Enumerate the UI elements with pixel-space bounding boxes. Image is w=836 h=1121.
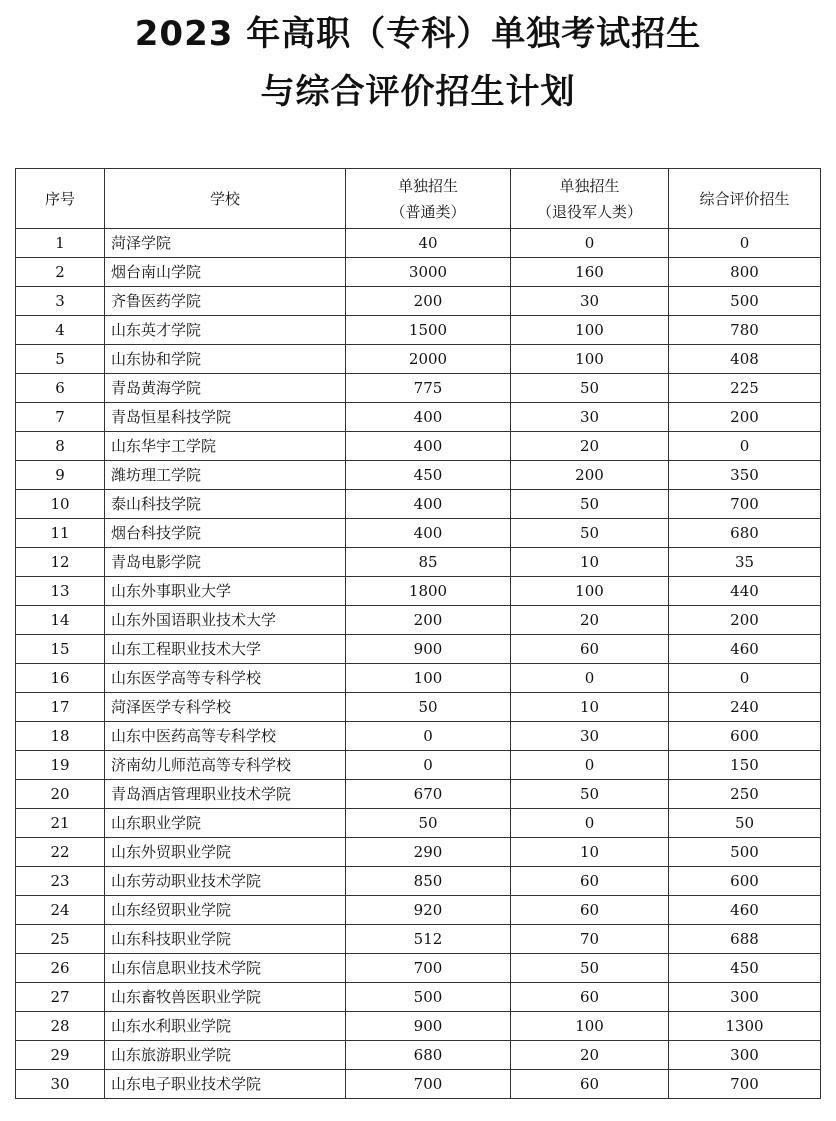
cell-comprehensive: 500: [669, 838, 821, 867]
cell-school: 泰山科技学院: [105, 490, 346, 519]
header-separate-veteran-line2: （退役军人类）: [536, 202, 642, 221]
cell-index: 12: [16, 548, 105, 577]
enrollment-plan-table: [15, 168, 821, 1099]
cell-separate-veteran: 60: [511, 983, 669, 1012]
table-row: [16, 229, 821, 258]
cell-comprehensive: 450: [669, 954, 821, 983]
cell-separate-veteran: 0: [511, 809, 669, 838]
cell-index: 28: [16, 1012, 105, 1041]
cell-separate-general: 200: [346, 606, 511, 635]
cell-separate-general: 400: [346, 490, 511, 519]
cell-comprehensive: 700: [669, 1070, 821, 1099]
table-header-row: [16, 169, 821, 229]
cell-comprehensive: 250: [669, 780, 821, 809]
cell-school: 青岛酒店管理职业技术学院: [105, 780, 346, 809]
cell-separate-general: 2000: [346, 345, 511, 374]
table-row: [16, 925, 821, 954]
table-row: [16, 258, 821, 287]
cell-comprehensive: 300: [669, 1041, 821, 1070]
table-row: [16, 896, 821, 925]
cell-school: 菏泽医学专科学校: [105, 693, 346, 722]
cell-index: 30: [16, 1070, 105, 1099]
cell-separate-general: 400: [346, 519, 511, 548]
table-row: [16, 432, 821, 461]
cell-index: 13: [16, 577, 105, 606]
cell-comprehensive: 680: [669, 519, 821, 548]
cell-separate-general: 850: [346, 867, 511, 896]
cell-comprehensive: 0: [669, 432, 821, 461]
cell-index: 10: [16, 490, 105, 519]
cell-separate-veteran: 0: [511, 751, 669, 780]
cell-comprehensive: 200: [669, 403, 821, 432]
cell-separate-general: 85: [346, 548, 511, 577]
cell-separate-general: 200: [346, 287, 511, 316]
cell-index: 7: [16, 403, 105, 432]
cell-comprehensive: 500: [669, 287, 821, 316]
cell-separate-veteran: 20: [511, 1041, 669, 1070]
cell-comprehensive: 240: [669, 693, 821, 722]
table-row: [16, 751, 821, 780]
cell-separate-general: 900: [346, 635, 511, 664]
cell-school: 山东科技职业学院: [105, 925, 346, 954]
table-row: [16, 287, 821, 316]
cell-separate-veteran: 160: [511, 258, 669, 287]
cell-index: 1: [16, 229, 105, 258]
header-separate-general-line1: 单独招生: [397, 176, 458, 195]
table-row: [16, 490, 821, 519]
cell-school: 山东外事职业大学: [105, 577, 346, 606]
header-comprehensive: 综合评价招生: [669, 169, 821, 229]
cell-comprehensive: 225: [669, 374, 821, 403]
cell-index: 25: [16, 925, 105, 954]
cell-school: 山东信息职业技术学院: [105, 954, 346, 983]
cell-school: 山东协和学院: [105, 345, 346, 374]
cell-separate-general: 700: [346, 1070, 511, 1099]
table-row: [16, 722, 821, 751]
cell-separate-veteran: 100: [511, 345, 669, 374]
table-row: [16, 374, 821, 403]
cell-separate-general: 700: [346, 954, 511, 983]
cell-comprehensive: 600: [669, 722, 821, 751]
cell-school: 山东华宇工学院: [105, 432, 346, 461]
cell-index: 16: [16, 664, 105, 693]
cell-comprehensive: 688: [669, 925, 821, 954]
table-row: [16, 519, 821, 548]
cell-index: 27: [16, 983, 105, 1012]
cell-separate-veteran: 50: [511, 374, 669, 403]
cell-separate-veteran: 70: [511, 925, 669, 954]
cell-separate-veteran: 20: [511, 432, 669, 461]
table-row: [16, 606, 821, 635]
cell-separate-veteran: 200: [511, 461, 669, 490]
cell-separate-general: 680: [346, 1041, 511, 1070]
table-row: [16, 838, 821, 867]
cell-separate-general: 670: [346, 780, 511, 809]
cell-school: 山东工程职业技术大学: [105, 635, 346, 664]
cell-separate-general: 0: [346, 722, 511, 751]
cell-school: 山东畜牧兽医职业学院: [105, 983, 346, 1012]
table-row: [16, 345, 821, 374]
cell-comprehensive: 780: [669, 316, 821, 345]
cell-separate-general: 0: [346, 751, 511, 780]
cell-separate-veteran: 50: [511, 490, 669, 519]
cell-index: 5: [16, 345, 105, 374]
cell-index: 20: [16, 780, 105, 809]
cell-separate-veteran: 100: [511, 577, 669, 606]
cell-comprehensive: 200: [669, 606, 821, 635]
header-separate-veteran: [511, 169, 669, 229]
cell-school: 齐鲁医药学院: [105, 287, 346, 316]
cell-separate-veteran: 10: [511, 548, 669, 577]
cell-school: 青岛恒星科技学院: [105, 403, 346, 432]
cell-comprehensive: 0: [669, 664, 821, 693]
table-row: [16, 577, 821, 606]
cell-index: 19: [16, 751, 105, 780]
table-row: [16, 1012, 821, 1041]
cell-separate-veteran: 10: [511, 693, 669, 722]
table-row: [16, 954, 821, 983]
cell-comprehensive: 600: [669, 867, 821, 896]
table-row: [16, 461, 821, 490]
cell-school: 山东医学高等专科学校: [105, 664, 346, 693]
cell-index: 21: [16, 809, 105, 838]
cell-separate-veteran: 100: [511, 1012, 669, 1041]
cell-separate-general: 400: [346, 403, 511, 432]
cell-separate-veteran: 30: [511, 287, 669, 316]
cell-school: 青岛黄海学院: [105, 374, 346, 403]
table-row: [16, 809, 821, 838]
header-separate-veteran-line1: 单独招生: [559, 176, 620, 195]
cell-school: 山东经贸职业学院: [105, 896, 346, 925]
cell-separate-general: 512: [346, 925, 511, 954]
cell-index: 17: [16, 693, 105, 722]
cell-separate-veteran: 0: [511, 664, 669, 693]
cell-index: 26: [16, 954, 105, 983]
cell-index: 18: [16, 722, 105, 751]
cell-index: 4: [16, 316, 105, 345]
document-title-line-1: 2023 年高职（专科）单独考试招生: [134, 14, 702, 54]
table-row: [16, 403, 821, 432]
cell-school: 山东中医药高等专科学校: [105, 722, 346, 751]
cell-comprehensive: 460: [669, 635, 821, 664]
cell-comprehensive: 350: [669, 461, 821, 490]
cell-index: 3: [16, 287, 105, 316]
cell-separate-veteran: 100: [511, 316, 669, 345]
cell-separate-veteran: 30: [511, 403, 669, 432]
document-title-line-2: 与综合评价招生计划: [260, 72, 576, 112]
table-row: [16, 693, 821, 722]
cell-separate-general: 920: [346, 896, 511, 925]
cell-school: 山东水利职业学院: [105, 1012, 346, 1041]
cell-index: 14: [16, 606, 105, 635]
cell-school: 山东劳动职业技术学院: [105, 867, 346, 896]
cell-school: 烟台南山学院: [105, 258, 346, 287]
cell-school: 青岛电影学院: [105, 548, 346, 577]
header-separate-general-line2: （普通类）: [390, 202, 466, 221]
cell-index: 6: [16, 374, 105, 403]
cell-separate-veteran: 60: [511, 867, 669, 896]
cell-separate-veteran: 50: [511, 780, 669, 809]
cell-comprehensive: 800: [669, 258, 821, 287]
cell-index: 11: [16, 519, 105, 548]
cell-school: 济南幼儿师范高等专科学校: [105, 751, 346, 780]
header-index: 序号: [16, 169, 105, 229]
cell-index: 22: [16, 838, 105, 867]
table-row: [16, 548, 821, 577]
cell-separate-veteran: 60: [511, 635, 669, 664]
cell-school: 潍坊理工学院: [105, 461, 346, 490]
cell-school: 山东英才学院: [105, 316, 346, 345]
cell-school: 山东职业学院: [105, 809, 346, 838]
cell-index: 8: [16, 432, 105, 461]
cell-separate-veteran: 30: [511, 722, 669, 751]
cell-comprehensive: 440: [669, 577, 821, 606]
cell-index: 2: [16, 258, 105, 287]
cell-separate-general: 500: [346, 983, 511, 1012]
cell-separate-general: 400: [346, 432, 511, 461]
cell-school: 山东外国语职业技术大学: [105, 606, 346, 635]
table-row: [16, 664, 821, 693]
cell-index: 24: [16, 896, 105, 925]
cell-separate-veteran: 20: [511, 606, 669, 635]
cell-separate-general: 1500: [346, 316, 511, 345]
cell-school: 山东外贸职业学院: [105, 838, 346, 867]
cell-separate-general: 775: [346, 374, 511, 403]
table-row: [16, 1070, 821, 1099]
table-body: [16, 229, 821, 1099]
cell-comprehensive: 408: [669, 345, 821, 374]
cell-comprehensive: 50: [669, 809, 821, 838]
cell-separate-general: 50: [346, 693, 511, 722]
table-row: [16, 867, 821, 896]
cell-separate-general: 1800: [346, 577, 511, 606]
cell-separate-veteran: 50: [511, 954, 669, 983]
cell-separate-veteran: 60: [511, 896, 669, 925]
cell-separate-general: 290: [346, 838, 511, 867]
cell-separate-general: 100: [346, 664, 511, 693]
cell-index: 29: [16, 1041, 105, 1070]
cell-separate-general: 50: [346, 809, 511, 838]
cell-school: 菏泽学院: [105, 229, 346, 258]
cell-separate-veteran: 60: [511, 1070, 669, 1099]
header-separate-general: [346, 169, 511, 229]
cell-school: 烟台科技学院: [105, 519, 346, 548]
header-school: 学校: [105, 169, 346, 229]
cell-index: 23: [16, 867, 105, 896]
cell-comprehensive: 700: [669, 490, 821, 519]
table-row: [16, 1041, 821, 1070]
cell-comprehensive: 150: [669, 751, 821, 780]
cell-separate-general: 40: [346, 229, 511, 258]
cell-comprehensive: 460: [669, 896, 821, 925]
cell-index: 15: [16, 635, 105, 664]
cell-separate-veteran: 10: [511, 838, 669, 867]
cell-separate-general: 450: [346, 461, 511, 490]
cell-separate-general: 3000: [346, 258, 511, 287]
cell-school: 山东电子职业技术学院: [105, 1070, 346, 1099]
cell-comprehensive: 0: [669, 229, 821, 258]
cell-separate-veteran: 50: [511, 519, 669, 548]
cell-index: 9: [16, 461, 105, 490]
cell-school: 山东旅游职业学院: [105, 1041, 346, 1070]
table-row: [16, 780, 821, 809]
cell-separate-veteran: 0: [511, 229, 669, 258]
table-row: [16, 635, 821, 664]
cell-comprehensive: 300: [669, 983, 821, 1012]
cell-comprehensive: 35: [669, 548, 821, 577]
cell-separate-general: 900: [346, 1012, 511, 1041]
table-row: [16, 316, 821, 345]
cell-comprehensive: 1300: [669, 1012, 821, 1041]
table-row: [16, 983, 821, 1012]
